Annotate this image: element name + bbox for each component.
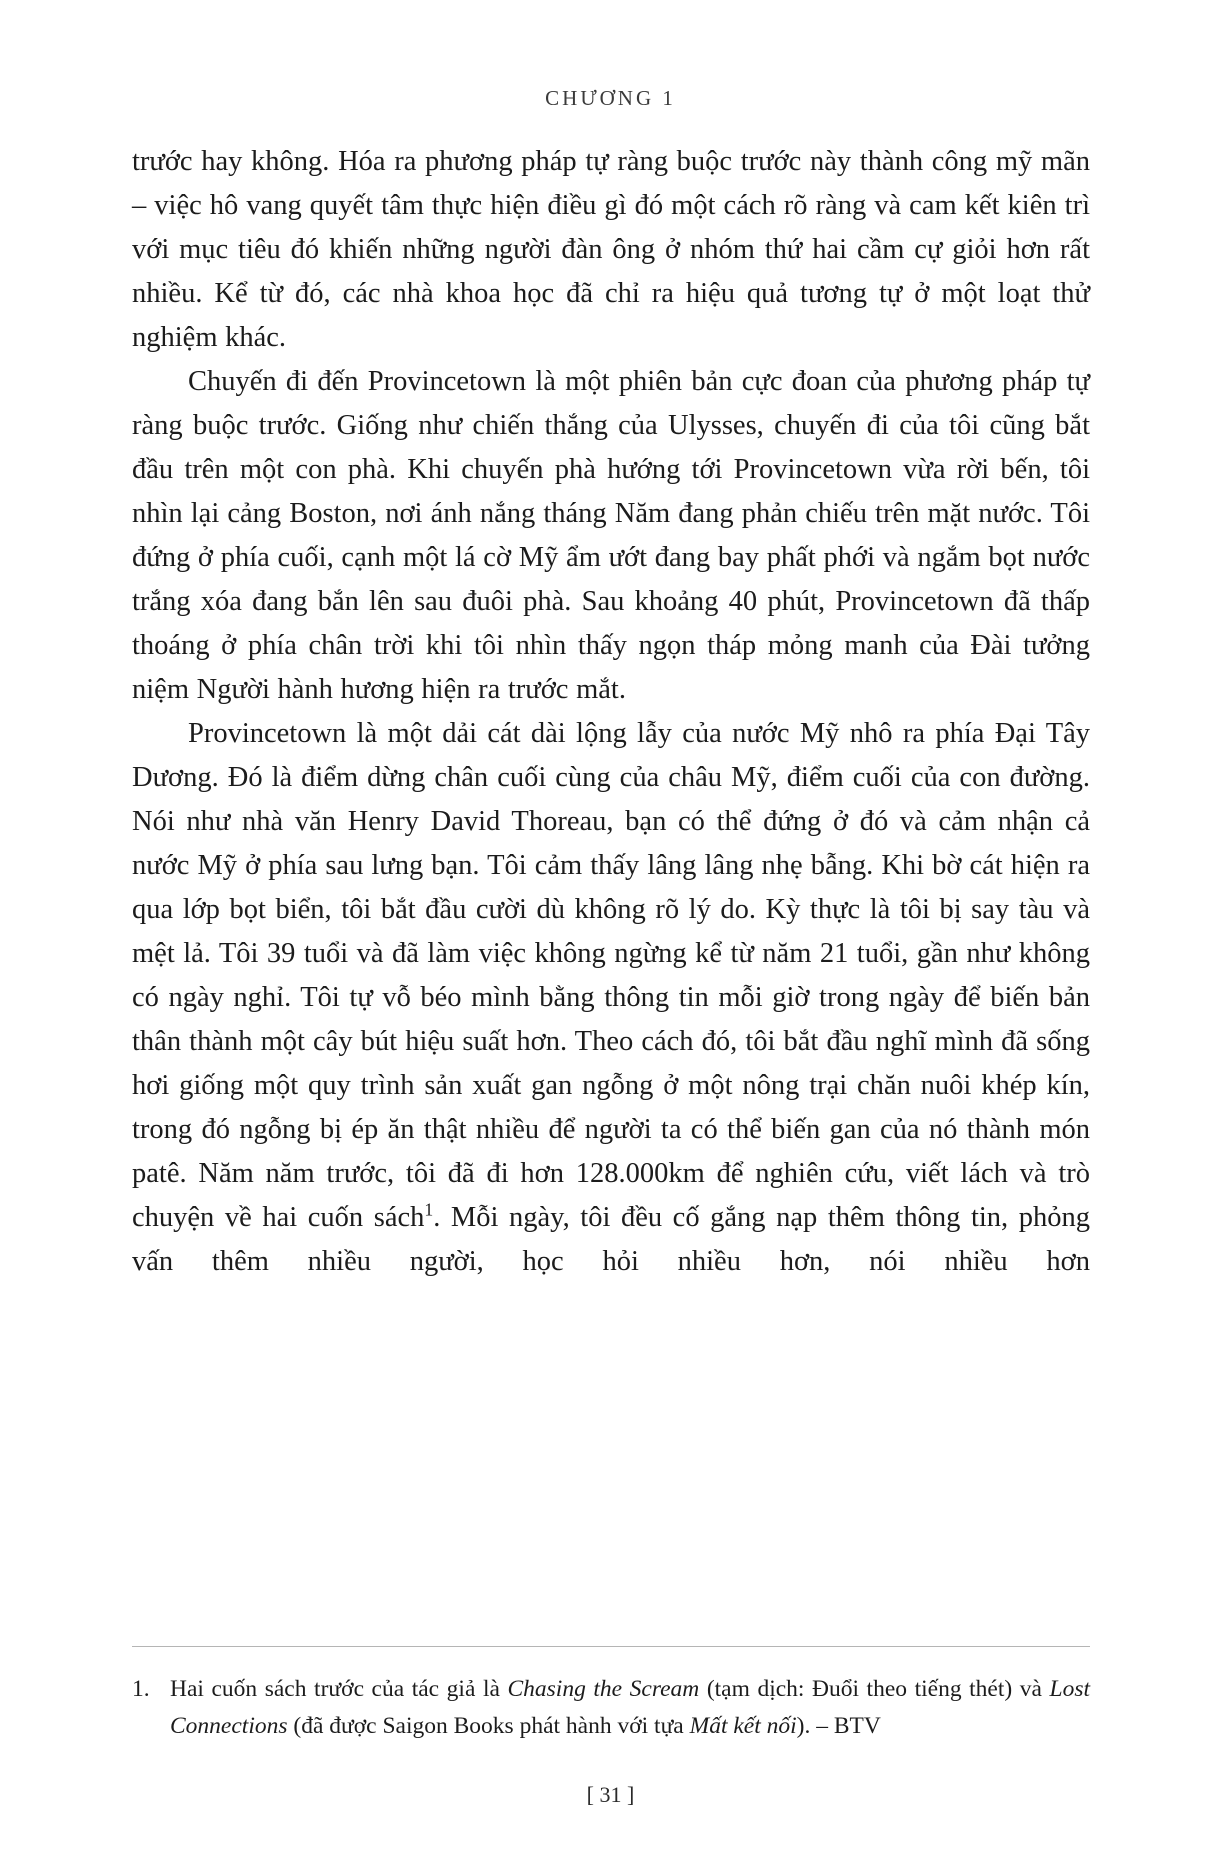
book-title-italic: Mất kết nối <box>689 1712 797 1739</box>
book-title-italic: Chasing the Scream <box>507 1675 700 1702</box>
footnote <box>132 1671 1090 1745</box>
footnote-text-segment: ). – BTV <box>796 1712 881 1739</box>
footnote-divider <box>132 1646 1090 1647</box>
paragraph-text: Provincetown là một dải cát dài lộng lẫy của nước Mỹ nhô ra phía Đại Tây Dương. Đó là điểm dừng chân cuối cùng của châu Mỹ, điểm cuối của con đường. Nói như nhà văn Henry David Thoreau, bạn có thể đứng ở đó và cảm nhận cả nước Mỹ ở phía sau lưng bạn. Tôi cảm thấy lâng lâng nhẹ bẫng. Khi bờ cát hiện ra qua lớp bọt biển, tôi bắt đầu cười dù không rõ lý do. Kỳ thực là tôi bị say tàu và mệt lả. Tôi 39 tuổi và đã làm việc không ngừng kể từ năm 21 tuổi, gần như không có ngày nghỉ. Tôi tự vỗ béo mình bằng thông tin mỗi giờ trong ngày để biến bản thân thành một cây bút hiệu suất hơn. Theo cách đó, tôi bắt đầu nghĩ mình đã sống hơi giống một quy trình sản xuất gan ngỗng ở một nông trại chăn nuôi khép kín, trong đó ngỗng bị ép ăn thật nhiều để người ta có thể biến gan của nó thành món patê. Năm năm trước, tôi đã đi hơn 128.000km để nghiên cứu, viết lách và trò chuyện về hai cuốn sách <box>132 718 1090 1233</box>
paragraph: trước hay không. Hóa ra phương pháp tự ràng buộc trước này thành công mỹ mãn – việc hô vang quyết tâm thực hiện điều gì đó một cách rõ ràng và cam kết kiên trì với mục tiêu đó khiến những người đàn ông ở nhóm thứ hai cầm cự giỏi hơn rất nhiều. Kể từ đó, các nhà khoa học đã chỉ ra hiệu quả tương tự ở một loạt thử nghiệm khác. <box>132 146 1090 353</box>
paragraph: Chuyến đi đến Provincetown là một phiên bản cực đoan của phương pháp tự ràng buộc trước. Giống như chiến thắng của Ulysses, chuyến đi của tôi cũng bắt đầu trên một con phà. Khi chuyến phà hướng tới Provincetown vừa rời bến, tôi nhìn lại cảng Boston, nơi ánh nắng tháng Năm đang phản chiếu trên mặt nước. Tôi đứng ở phía cuối, cạnh một lá cờ Mỹ ẩm ướt đang bay phất phới và ngắm bọt nước trắng xóa đang bắn lên sau đuôi phà. Sau khoảng 40 phút, Provincetown đã thấp thoáng ở phía chân trời khi tôi nhìn thấy ngọn tháp mỏng manh của Đài tưởng niệm Người hành hương hiện ra trước mắt. <box>132 366 1090 705</box>
footnote-area <box>132 1646 1090 1768</box>
page-body <box>132 140 1090 1284</box>
chapter-header: CHƯƠNG 1 <box>545 86 676 110</box>
page-number: [ 31 ] <box>586 1782 635 1807</box>
footnote-marker: 1. <box>132 1675 150 1702</box>
paragraph-text: . Mỗi ngày, tôi đều cố gắng nạp thêm thông tin, phỏng vấn thêm nhiều người, học hỏi nhiều hơn, nói nhiều hơn <box>132 1202 1090 1277</box>
paragraph <box>132 712 1090 1284</box>
book-title-italic: Lost Connections <box>170 1675 1090 1739</box>
footnote-text-segment: (tạm dịch: Đuổi theo tiếng thét) và <box>699 1675 1050 1702</box>
footnote-text-segment: (đã được Saigon Books phát hành với tựa <box>287 1712 690 1739</box>
footnote-reference: 1 <box>424 1199 434 1220</box>
footnote-text-segment: Hai cuốn sách trước của tác giả là <box>170 1675 508 1702</box>
